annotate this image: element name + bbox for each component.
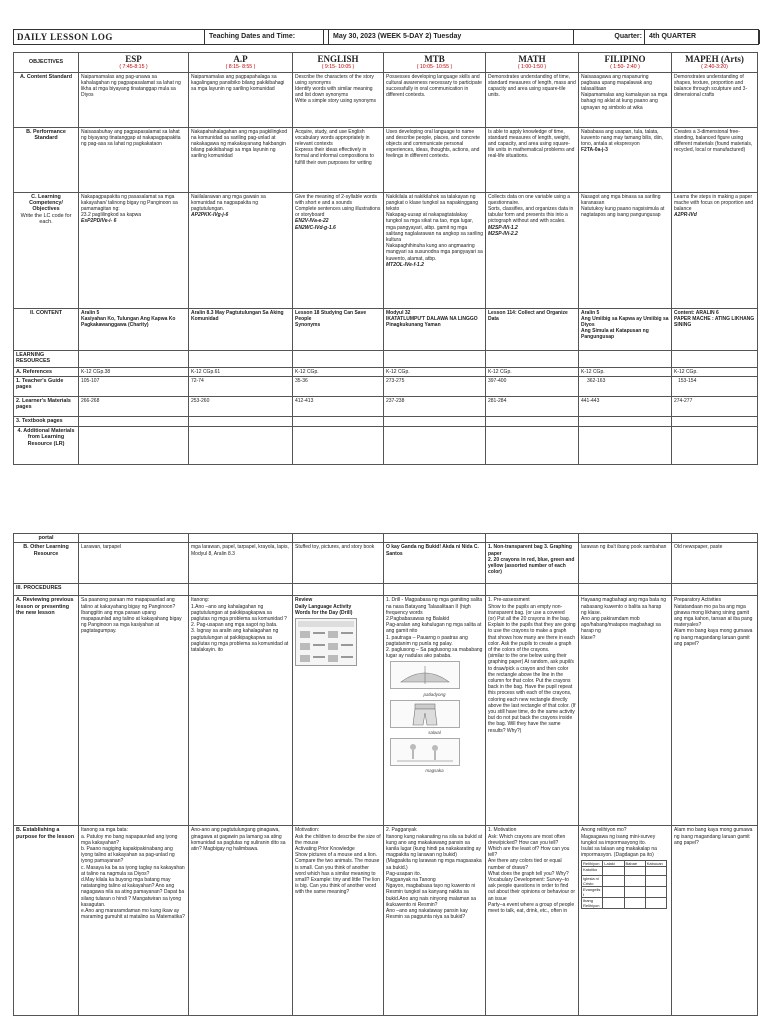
tg-pages-filipino: 362-163 bbox=[579, 376, 672, 396]
lm-pages-mapeh: 274-277 bbox=[672, 396, 758, 416]
content-standard-english: Describe the characters of the story using synonyms Identify words with similar meaning and list down synonyms Write a simple story using synonyms bbox=[295, 73, 377, 105]
objectives-label: OBJECTIVES bbox=[14, 53, 79, 73]
lesson-log-title: DAILY LESSON LOG bbox=[17, 32, 113, 42]
textbook-pages-label: 3. Textbook pages bbox=[14, 416, 79, 426]
references-ap: K-12 CGp.61 bbox=[189, 367, 293, 376]
lm-pages-mtb: 237-238 bbox=[384, 396, 486, 416]
religion-row-label: Katoliko bbox=[582, 867, 603, 876]
time-english: ( 9:15- 10:05 ) bbox=[293, 64, 384, 72]
performance-standard-mtb: Uses developing oral language to name and describe people, places, and concrete objects and communicate personal experiences, ideas, thoughts, actions, and feelings in different contexts. bbox=[386, 128, 480, 160]
subject-filipino: FILIPINO bbox=[579, 53, 672, 65]
row-references bbox=[14, 367, 758, 376]
reviewing-ap: Itanong: 1.Ano –ano ang kahalagahan ng pagtutulungan at pakikipagkapwa sa paglutas ng mga problema sa komunidad ? 2. Pag-usapan ang mga sagot ng bata. 3. Isgnay sa aralin ang kahalagahan ng pagtutulungan at pakikipagkapwa sa paglutas ng mga problema sa komunidad at tatalakayin. ito bbox=[189, 596, 293, 826]
performance-standard-english: Acquire, study, and use English vocabulary words appropriately in relevant contexts Express their ideas effectively in formal and informal compositions to fulfill their own purposes for writing bbox=[295, 128, 374, 166]
establishing-ap: Ano-ano ang pagtutulungang ginagawa, ginagawa at gagawin pa lamang sa ating komunidad sa paglutas ng suliranin dito sa atin? Magbigay ng halimbawa. bbox=[189, 826, 293, 1016]
time-math: ( 1:00-1:50 ) bbox=[486, 64, 579, 72]
content-standard-filipino: Naisasagawa ang mapanuring pagbasa upang mapalawak ang talasalitaan Naipamamalas ang kamalayan sa mga bahagi ng aklat at kung paano ang ugnayan ng simbolo at wika bbox=[581, 73, 668, 111]
performance-standard-filipino: Nababasa ang usapan, tula, talata, kuwento nang may tamang bilis, diin, tono, antala at ekspresyon bbox=[581, 128, 663, 147]
content-mapeh: Content: ARALIN 6 PAPER MACHE : ATING LIKHANG SINING bbox=[674, 309, 755, 328]
other-resources-ap: mga larawan, papel, tarpapel, krayola, lapis, Modyul 8, Aralin 8.3 bbox=[189, 543, 293, 584]
establishing-label: B. Establishing a purpose for the lesson bbox=[14, 826, 79, 1016]
religion-header-male: Lalaki bbox=[603, 861, 624, 867]
reviewing-esp: Sa paanong paraan mo mapapaunlad ang talino at kakayahang bigay ng Panginoon? Ibanggitin ang mga paraan upang mapapaunlad ang talino at kakayahang bigay ng Panginoon sa mga kasiyahan at pagtatagumpay. bbox=[79, 596, 189, 826]
content-standard-esp: Naipamamalas ang pag-unawa sa kahalagahan ng pagpapasalamat sa lahat ng likha at mga biyayang tinatanggap mula sa Diyos bbox=[81, 73, 181, 99]
other-resources-math: 1. Non-transparent bag 3. Graphing paper 2. 20 crayons in red, blue, green and yellow (assorted number of each color) bbox=[486, 543, 579, 584]
competency-code-ap: AP2PKK-IVg-j-6 bbox=[191, 212, 229, 219]
competency-esp: Nakapagpapakita ng pasasalamat sa mga kakayahan/ talinong bigay ng Panginoon sa pamamagitan ng: 23.2 paglilingkod sa kapwa bbox=[81, 193, 178, 219]
quarter-label: Quarter: bbox=[614, 33, 642, 40]
subject-mtb: MTB bbox=[384, 53, 486, 65]
drill-worksheet-image bbox=[295, 618, 357, 666]
patladyong-caption: patladyong bbox=[423, 691, 446, 697]
competency-ap: Naiilalarawan ang mga gawain sa komunidad na nagpapakita ng pagtutulungan. bbox=[191, 193, 266, 212]
row-textbook-pages bbox=[14, 416, 758, 426]
lesson-log-header bbox=[13, 29, 759, 45]
subject-english: ENGLISH bbox=[293, 53, 384, 65]
row-establishing bbox=[14, 826, 758, 1016]
other-resources-label: B. Other Learning Resource bbox=[14, 543, 79, 584]
reviewing-math: 1. Pre-assessment Show to the pupils an empty non-transparent bag. (or use a covered (or) Put all the 20 crayons in the bag. Explain to the pupils that they are going to use the crayons to make a graph that shows how many are there in each color. Ask the pupils to create a graph of the colors of the crayons. (similar to the one below using their graphing paper) At random, ask pupil/s to draw/pick a crayon and then color the rectangle above the line in the column for that color. Put the crayons back in the bag. Have the pupil repeat this process with each of the crayons, coloring each new rectangle directly above the last rectangle of that color. (If you still have time, do the same activity but do not put back the crayons inside the bag. Will they have the same results? Why?) bbox=[486, 596, 579, 826]
row-tg-pages bbox=[14, 376, 758, 396]
content-standard-mtb: Possesses developing language skills and cultural awareness necessary to participate successfully in oral communication in different contexts. bbox=[386, 73, 482, 99]
row-content bbox=[14, 308, 758, 350]
references-english: K-12 CGp. bbox=[293, 367, 384, 376]
lm-pages-ap: 253-260 bbox=[189, 396, 293, 416]
time-esp: ( 7:45-8:15 ) bbox=[79, 64, 189, 72]
procedures-label: III. PROCEDURES bbox=[14, 584, 79, 596]
content-english: Lesson 18 Studying Can Save People Synonyms bbox=[295, 309, 367, 328]
performance-standard-mapeh: Creates a 3-dimensional free-standing, balanced figure using different materials (found materials, recycled, local or manufactured) bbox=[674, 128, 753, 154]
competency-filipino: Nasagot ang mga binasa sa sariling karanasan Natutukoy kung paano nagsisimula at nagtatapos ang isang pangungusap bbox=[581, 193, 665, 219]
row-reviewing bbox=[14, 596, 758, 826]
subject-math: MATH bbox=[486, 53, 579, 65]
salwal-picture bbox=[390, 700, 460, 728]
competency-code-esp: EsP2PDIVe-i- 6 bbox=[81, 218, 117, 225]
religion-row-label: Ibang Relihiyon bbox=[582, 898, 603, 909]
references-label: A. References bbox=[14, 367, 79, 376]
competency-code-mtb: MT2OL-IVe-f-1.2 bbox=[386, 261, 424, 268]
competency-code-mapeh: A2PR-IVd bbox=[674, 212, 697, 219]
content-esp: Aralin 5 Kasiyahan Ko, Tulungan Ang Kapwa Ko Pagkakawanggawa (Charity) bbox=[81, 309, 176, 328]
other-resources-esp: Larawan, tarpapel bbox=[79, 543, 189, 584]
lm-pages-label: 2. Learner's Materials pages bbox=[14, 396, 79, 416]
competency-code-english: EN2V-IVa-e-22 EN2WC-IVd-g-1.6 bbox=[295, 218, 336, 231]
tg-pages-label: 1. Teacher's Guide pages bbox=[14, 376, 79, 396]
performance-standard-math: Is able to apply knowledge of time, standard measures of length, weight, and capacity, and area using square-tile units in mathematical problems and real-life situations. bbox=[488, 128, 575, 160]
competency-math: Collects data on one variable using a questionnaire. Sorts, classifies, and organizes data in tabular form and presents this into a pictograph without and with scales. bbox=[488, 193, 574, 225]
performance-code-filipino: F2TA-0a-j-3 bbox=[581, 147, 608, 154]
references-esp: K-12 CGp.38 bbox=[79, 367, 189, 376]
dates-value: May 30, 2023 (WEEK 5-DAY 2) Tuesday bbox=[328, 30, 574, 44]
row-portal bbox=[14, 534, 758, 543]
competency-english: Give the meaning of 2-syllable words with short e and a sounds Complete sentences using illustrations or storyboard bbox=[295, 193, 381, 219]
dates-label: Teaching Dates and Time: bbox=[204, 30, 324, 44]
tg-pages-english: 35-36 bbox=[293, 376, 384, 396]
subject-mapeh: MAPEH (Arts) bbox=[672, 53, 758, 65]
tg-pages-math: 397-400 bbox=[486, 376, 579, 396]
references-math: K-12 CGp. bbox=[486, 367, 579, 376]
row-performance-standard bbox=[14, 127, 758, 192]
subject-ap: A.P bbox=[189, 53, 293, 65]
content-standard-ap: Naipamamalas ang pagpapahalaga sa kagalingang pansibiko bilang pakikibahagi sa mga layunin ng sariling komunidad bbox=[191, 73, 285, 92]
religion-header-female: Babae bbox=[624, 861, 645, 867]
patladyong-picture bbox=[390, 661, 460, 689]
competency-note: Write the LC code for each. bbox=[20, 212, 72, 226]
portal-label: portal bbox=[14, 534, 79, 543]
reviewing-mapeh: Preparatory Activities Natatandaan mo pa ba ang mga ginawa mong likhang sining gamit ang mga kahon, tansan at iba pang materyales? Alam mo bang kaya mong gumawa ng isang magandang laruan gamit ang papel? bbox=[672, 596, 758, 826]
establishing-esp: Itanong sa mga bata: a. Patuloy mo bang napapaunlad ang iyong mga kakayahan? b. Paano nagiging kapakipakinabang ang iyong talino at kakayahan sa pag-unlad ng iyong pamayanan? c. Masaya ka ba sa iyong taglay na kakayahan at talino na nagmula sa Diyos? d.May kilala ka buyong mga batang may natatanging talino at kakayahan? Ano ang nagagawa nila sa ating pamayanan? Dapat ba silang tularan o hindi ? Mangatwiran sa iyong kasagutan. e.Ano ang mararamdaman mo kung ikaw ay maraming gumuhit at matalino sa Matematika? bbox=[79, 826, 189, 1016]
row-content-standard bbox=[14, 72, 758, 127]
religion-header-religion: Relihiyon bbox=[582, 861, 603, 867]
tg-pages-ap: 72-74 bbox=[189, 376, 293, 396]
reviewing-mtb: 1. Drill - Magpabasa ng mga gamiting salita na nasa Batayang Talasalitaan II (high frequency words 2.Pagbabasawas ng Balakid Pag-aralan ang kahulugan ng mga salita at ang gamit nito 1. pautraga – Pauarng o paatras ang pagtatanim ng punla ng palay. 2. paglusong – Sa paglusong sa mababang lugar ay nadulas ako pababa. bbox=[386, 597, 483, 660]
row-learning-resources bbox=[14, 350, 758, 367]
content-standard-mapeh: Demonstrates understanding of shapes, texture, proportion and balance through sculpture and 3-dimensional crafts bbox=[674, 73, 748, 99]
content-standard-label: A. Content Standard bbox=[14, 72, 79, 127]
lesson-log-table-top bbox=[13, 52, 758, 465]
establishing-filipino: Anong relihiyon mo? Magsagawa ng isang mini-survey tungkol sa impormasyong ito. Isulat sa talaan ang makakalap na impormasyon. (Dagdagan pa ito) bbox=[581, 827, 657, 859]
references-mtb: K-12 CGp. bbox=[384, 367, 486, 376]
learning-resources-label: LEARNING RESOURCES bbox=[14, 350, 79, 367]
tg-pages-esp: 105-107 bbox=[79, 376, 189, 396]
content-mtb: Modyul 32 IKATATLUMPU'T DALAWA NA LINGGO Pinagkukunang Yaman bbox=[386, 309, 478, 328]
row-competency bbox=[14, 192, 758, 308]
time-ap: ( 8:15- 8:55 ) bbox=[189, 64, 293, 72]
religion-row-label: Evangelist bbox=[582, 887, 603, 898]
performance-standard-esp: Naisasabuhay ang pagpapasalamat sa lahat ng biyayang tinatanggap at nakapagpapakita ng pag-asa sa lahat ng pagkakataon bbox=[81, 128, 181, 147]
other-resources-english: Stuffed toy, pictures, and story book bbox=[293, 543, 384, 584]
quarter-value: 4th QUARTER bbox=[644, 30, 760, 44]
performance-standard-label: B. Performance Standard bbox=[14, 127, 79, 192]
lm-pages-esp: 266-268 bbox=[79, 396, 189, 416]
competency-label: C. Learning Competency/ Objectives bbox=[29, 193, 63, 213]
references-filipino: K-12 CGp. bbox=[579, 367, 672, 376]
reviewing-filipino: Hayaang magbahagi ang mga bata ng nabasang kuwento o balita sa harap ng klase. Ano ang pakiramdam mob ago/habang/matapos magbahagi sa harap ng klase? bbox=[579, 596, 672, 826]
competency-mapeh: Learns the steps in making a paper mache with focus on proportion and balance bbox=[674, 193, 754, 212]
competency-mtb: Nakikilala at nakikilahok sa talakayan ng pangkat o klase tungkol sa napakinggang teksto Nakapag-uusap at nakapagtatalakay tungkol sa mga sikat na tao, mga lugar, mga pangyayari, atbp. gamit ng mga salitang naglalarawan na angkop sa sariling kultura Nakapaghihinuha kung ano angmaaring mangyari sa susunodna mga pangyayari sa kuwento, alamat, atbp. bbox=[386, 193, 484, 262]
row-lm-pages bbox=[14, 396, 758, 416]
performance-standard-ap: Nakapahahalagahan ang mga pagkilingkod na komunidad sa sariling pag-unlad at nakakagawa ng makakayanang hakbangin bilang pakikibahagi sa mga layunin ng sariling komunidad bbox=[191, 128, 288, 160]
lm-pages-english: 412-413 bbox=[293, 396, 384, 416]
reviewing-english: Review Daily Language Activity Words for the Day (Drill) bbox=[295, 597, 353, 616]
content-math: Lesson 114: Collect and Organize Data bbox=[488, 309, 568, 322]
content-ap: Aralin 8.3 May Pagtutulungan Sa Aking Komunidad bbox=[191, 309, 284, 322]
establishing-mtb: 2. Pagganyak Itanong kung nakanating na sila sa bukid at kung ano ang makakawang pansin sa kanila lugar (kung hindi pa nakakarating ay magpakita ng larawan ng bukid) (Magpakita ng larawan ng mga magsasaka sa bukid.) Pag-usapan ito. Pagganyak na Tanong Ngayon, magbabasa tayo ng kuwento ni Resmin tungkol sa kanyang nakita sa bukid.Ano ang nais ninyong malaman sa ikukuwento ni Resmin? Ano –ano ang nakataway pansin kay Resmin sa pagpunta niya sa bukid? bbox=[384, 826, 486, 1016]
establishing-math: 1. Motivation Ask: Which crayons are most often drew/picked? How can you tell? Which are the least of? How can you tell? Are there any colors tied or equal number of draws? What does the graph tell you? Why? Vocabulary Development: Survey–to ask people questions in order to find out about their opinions or behaviour or an issue Party–a event where a group of people meet to talk, eat, drink, etc., often in bbox=[486, 826, 579, 1016]
time-filipino: ( 1:50- 2:40 ) bbox=[579, 64, 672, 72]
lm-pages-math: 281-284 bbox=[486, 396, 579, 416]
lesson-log-table-bottom bbox=[13, 533, 758, 1016]
religion-header-total: Kabuuan bbox=[645, 861, 666, 867]
time-mtb: ( 10:05- 10:55 ) bbox=[384, 64, 486, 72]
other-resources-mapeh: Old newspaper, paste bbox=[672, 543, 758, 584]
content-label: II. CONTENT bbox=[14, 308, 79, 350]
establishing-english: Motivation: Ask the children to describe the size of the mouse Activating Prior Knowledge Show pictures of a mouse and a lion. Compare the two animals. The mouse is small. Can you think of another word which has a similar meaning to small? Example: tiny and little The lion is big. Can you think of another word with the same meaning? bbox=[293, 826, 384, 1016]
lm-pages-filipino: 441-443 bbox=[579, 396, 672, 416]
references-mapeh: K-12 CGp. bbox=[672, 367, 758, 376]
other-resources-mtb: O kay Ganda ng Bukid! Akda ni Nida C. Santos bbox=[384, 543, 486, 584]
row-procedures bbox=[14, 584, 758, 596]
additional-materials-label: 4. Additional Materials from Learning Resource (LR) bbox=[14, 426, 79, 464]
content-standard-math: Demonstrates understanding of time, standard measures of length, mass and capacity and area using square-tile units. bbox=[488, 73, 576, 99]
establishing-mapeh: Alam mo bang kaya mong gumawa ng isang magandang laruan gamit ang papel? bbox=[672, 826, 758, 1016]
reviewing-label: A. Reviewing previous lesson or presenting the new lesson bbox=[14, 596, 79, 826]
time-mapeh: ( 2:40-3:20) bbox=[672, 64, 758, 72]
subject-esp: ESP bbox=[79, 53, 189, 65]
tg-pages-mtb: 273-275 bbox=[384, 376, 486, 396]
tg-pages-mapeh: 153-154 bbox=[672, 376, 758, 396]
salwal-caption: salwal bbox=[428, 730, 441, 736]
other-resources-filipino: larawan ng iba't ibang pook sambahan bbox=[579, 543, 672, 584]
magsaka-caption: magsaka bbox=[425, 768, 444, 774]
row-additional-materials bbox=[14, 426, 758, 464]
religion-row-label: Iglesia ni Cristo bbox=[582, 876, 603, 887]
content-filipino: Aralin 5 Ang Umiibig sa Kapwa ay Umiibig sa Diyos Ang Simula at Katapusan ng Pangungusap bbox=[581, 309, 669, 341]
magsaka-picture bbox=[390, 738, 460, 766]
row-other-resources bbox=[14, 543, 758, 584]
religion-survey-table bbox=[581, 860, 667, 909]
competency-code-math: M2SP-IVi-1.2 M2SP-IVi-2.2 bbox=[488, 224, 518, 237]
